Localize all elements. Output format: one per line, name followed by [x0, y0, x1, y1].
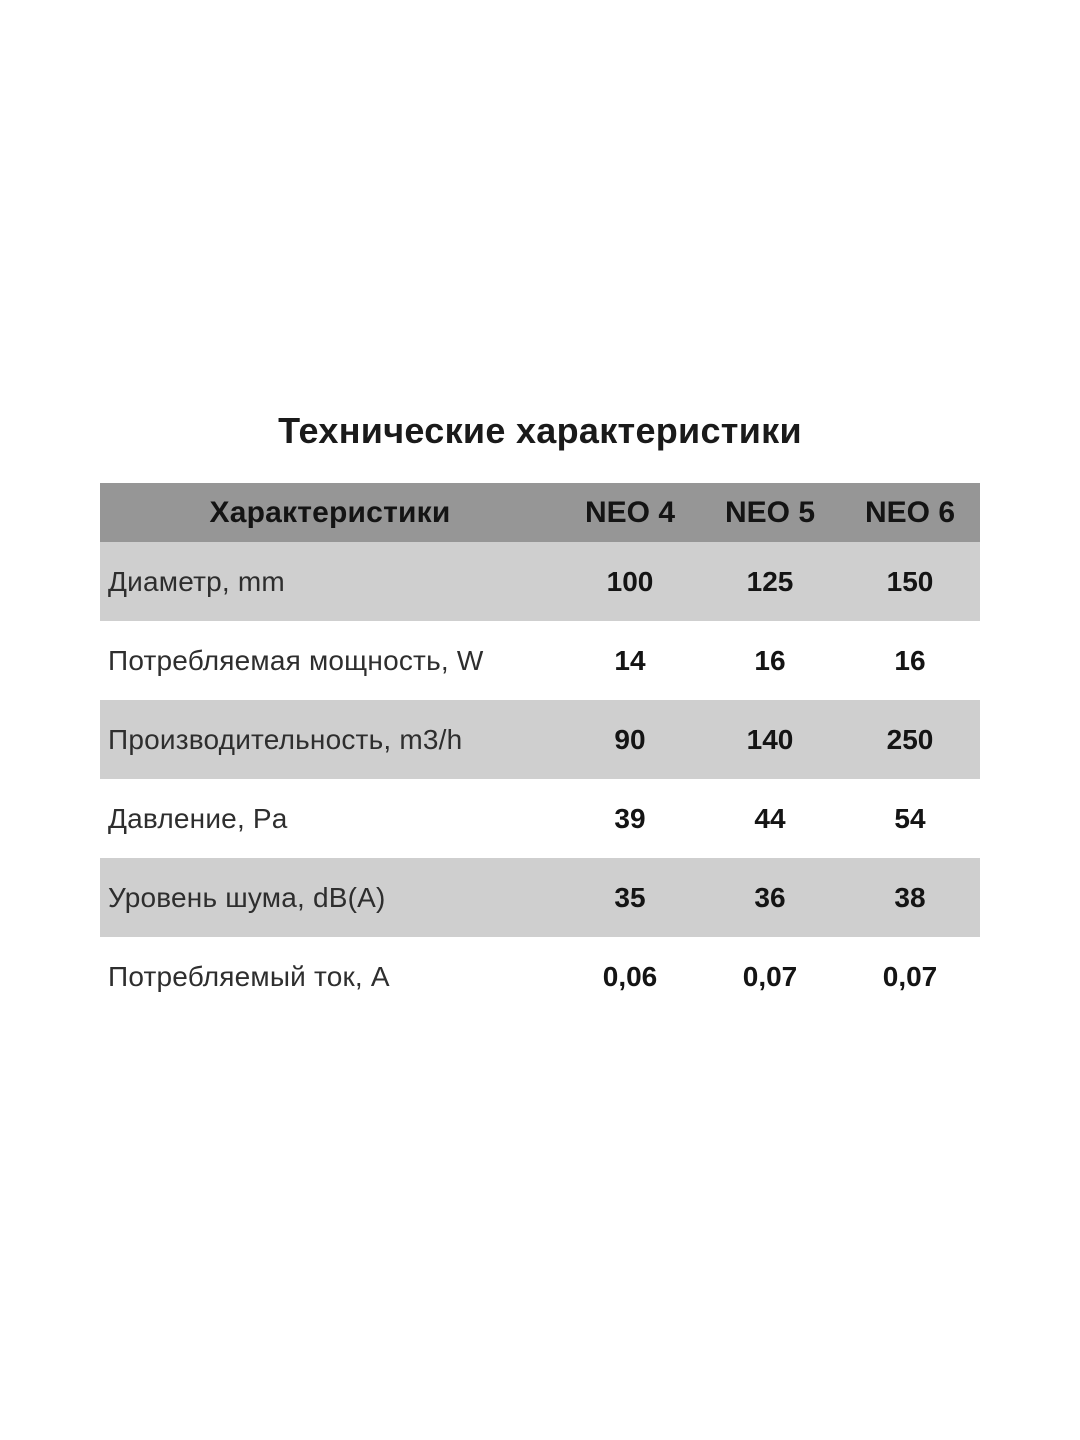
- table-row-pressure: [100, 779, 980, 858]
- row-label: Давление, Pa: [108, 802, 288, 834]
- row-value-neo6: 16: [894, 644, 926, 676]
- header-characteristics-label: Характеристики: [209, 495, 451, 529]
- header-col-neo5: NEO 5: [724, 495, 816, 529]
- row-value-neo4: 39: [614, 802, 646, 834]
- table-row-current: [100, 937, 980, 1016]
- row-value-neo6: 250: [886, 723, 934, 755]
- table-row-power: [100, 621, 980, 700]
- row-value-neo5: 44: [754, 802, 786, 834]
- spec-sheet-page: [0, 408, 1080, 1440]
- row-label: Потребляемый ток, A: [108, 960, 390, 992]
- row-label: Производительность, m3/h: [108, 723, 463, 755]
- row-value-neo5: 125: [746, 565, 794, 597]
- row-value-neo4: 100: [606, 565, 654, 597]
- row-value-neo4: 90: [614, 723, 646, 755]
- row-value-neo6: 38: [894, 881, 926, 913]
- table-row-airflow: [100, 700, 980, 779]
- row-value-neo5: 36: [754, 881, 786, 913]
- row-label: Уровень шума, dB(A): [108, 881, 386, 913]
- table-row-diameter: [100, 542, 980, 621]
- table-row-noise: [100, 858, 980, 937]
- row-value-neo6: 0,07: [882, 960, 938, 992]
- row-value-neo6: 150: [886, 565, 934, 597]
- row-label: Потребляемая мощность, W: [108, 644, 484, 676]
- table-header-row: [100, 483, 980, 542]
- row-value-neo5: 0,07: [742, 960, 798, 992]
- header-col-neo6: NEO 6: [864, 495, 956, 529]
- row-value-neo6: 54: [894, 802, 926, 834]
- page-title: Технические характеристики: [278, 410, 802, 451]
- spec-table: [100, 483, 980, 1016]
- row-value-neo4: 0,06: [602, 960, 658, 992]
- row-value-neo4: 35: [614, 881, 646, 913]
- header-col-neo4: NEO 4: [584, 495, 676, 529]
- row-label: Диаметр, mm: [108, 565, 285, 597]
- row-value-neo5: 140: [746, 723, 794, 755]
- row-value-neo5: 16: [754, 644, 786, 676]
- row-value-neo4: 14: [614, 644, 646, 676]
